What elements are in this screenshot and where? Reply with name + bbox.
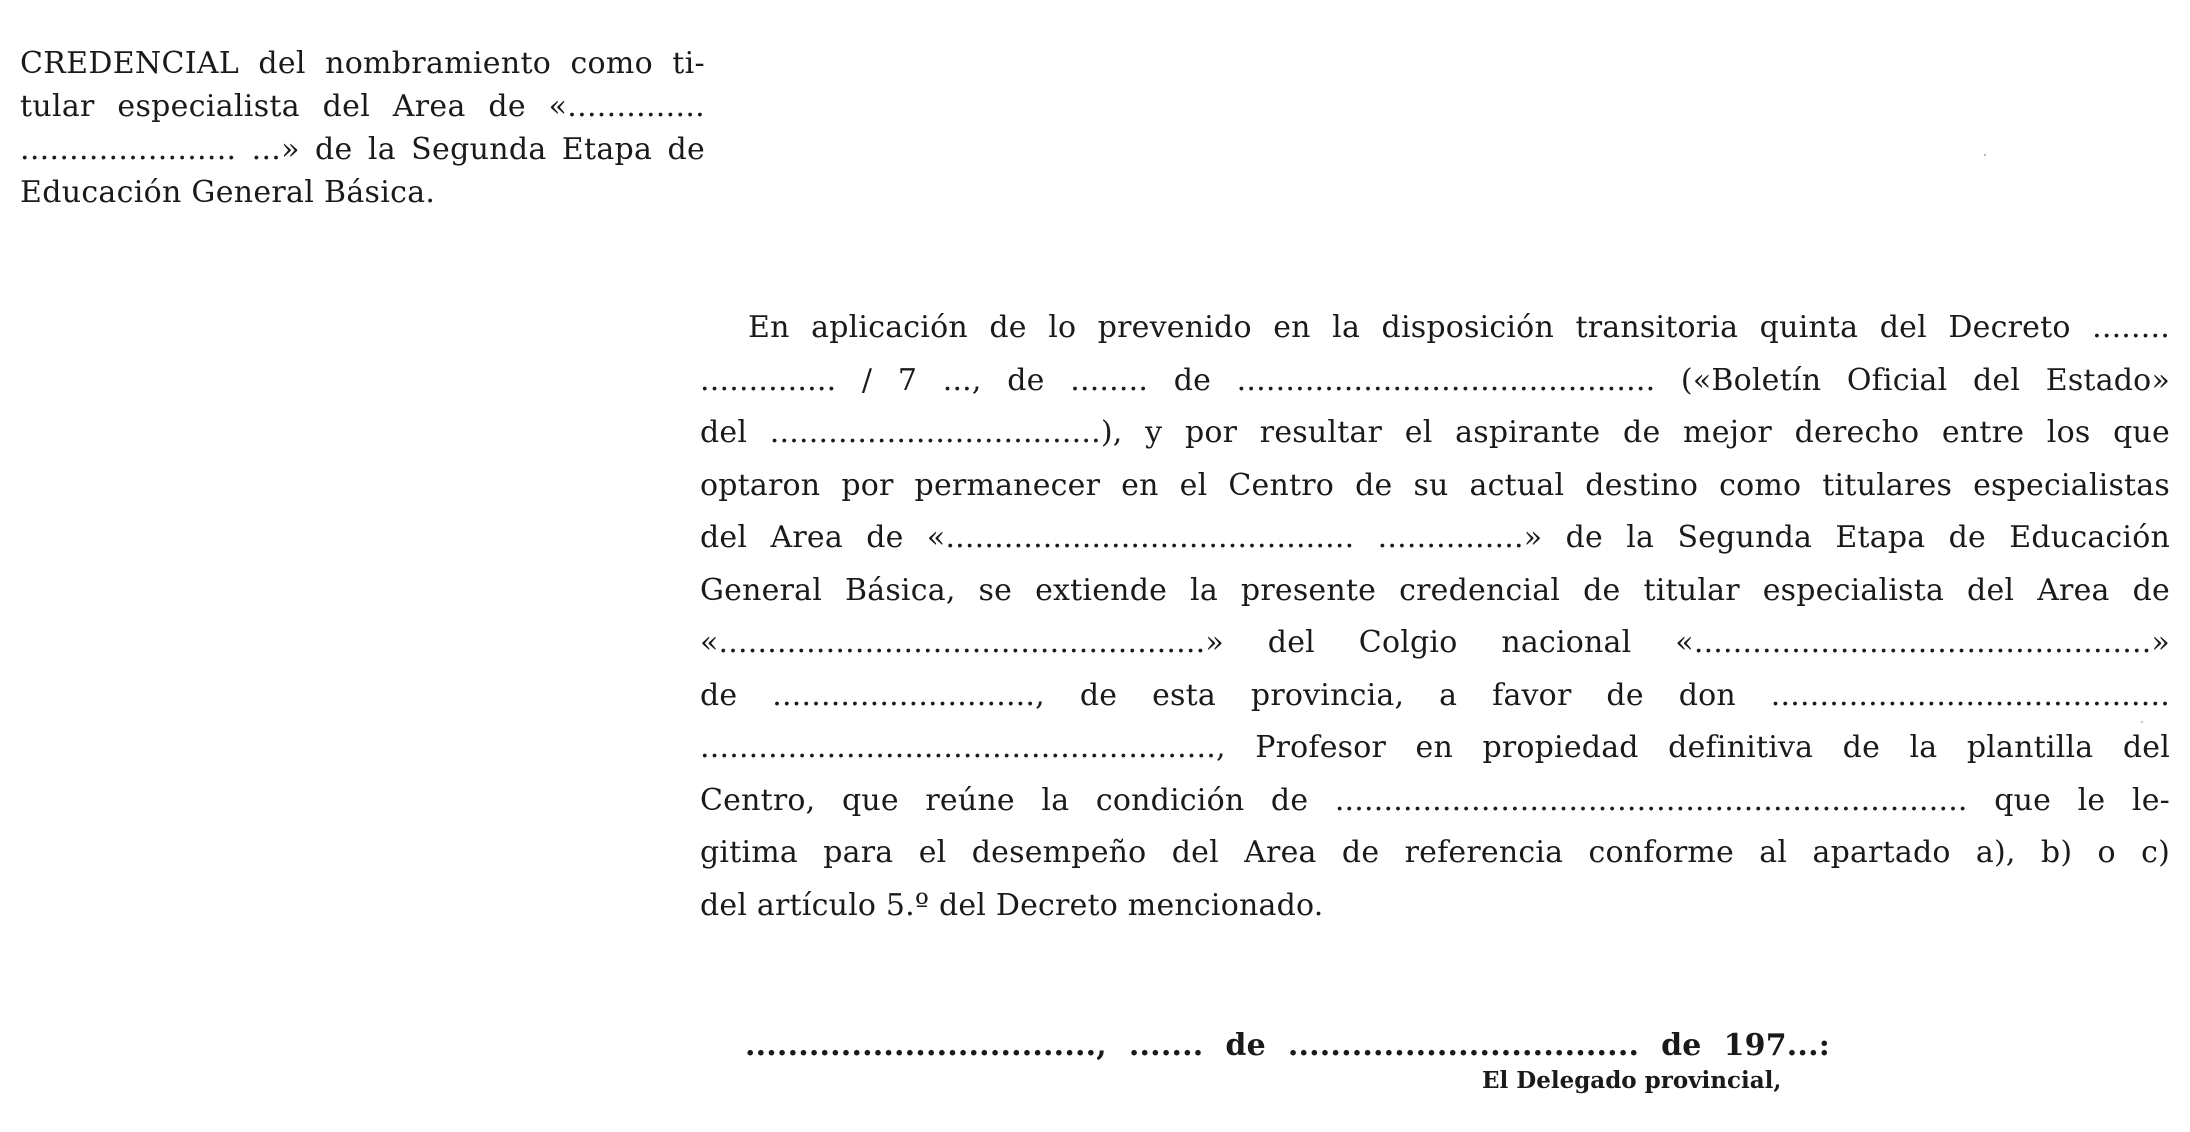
heading-line: ...................... ...» de la Segunda Etapa de: [20, 132, 705, 167]
body-line: ....................................................., Profesor en propiedad definitiva de la plantilla del: [700, 730, 2170, 765]
body-line: del artículo 5.º del Decreto mencionado.: [700, 887, 1324, 923]
scan-speck: [2141, 721, 2143, 723]
scan-speck: [1984, 154, 1986, 156]
body-line: optaron por permanecer en el Centro de su actual destino como titulares especialistas: [700, 467, 2170, 503]
signature-line: El Delegado provincial,: [1482, 1067, 1782, 1094]
body-line: del ..................................), y por resultar el aspirante de mejor derecho entre los que: [700, 415, 2170, 450]
body-line: «..................................................» del Colgio nacional «...............................................»: [700, 625, 2170, 660]
body-line: En aplicación de lo prevenido en la disposición transitoria quinta del Decreto ........: [748, 310, 2170, 345]
date-place-line: ................................., ....... de ................................. de 197...:: [745, 1028, 1830, 1063]
body-line: gitima para el desempeño del Area de referencia conforme al apartado a), b) o c): [700, 835, 2170, 870]
body-line: General Básica, se extiende la presente credencial de titular especialista del Area de: [700, 572, 2170, 608]
heading-line: Educación General Básica.: [20, 175, 436, 210]
body-line: Centro, que reúne la condición de ................................................................. que le le-: [700, 782, 2170, 818]
body-line: de ..........................., de esta provincia, a favor de don .........................................: [700, 677, 2170, 713]
body-line: del Area de «.......................................... ...............» de la Segunda Etapa de Educación: [700, 520, 2170, 555]
heading-line: tular especialista del Area de «..............: [20, 89, 705, 124]
body-line: .............. / 7 ..., de ........ de ........................................... («Boletín Oficial del Estado»: [700, 362, 2170, 398]
heading-line: CREDENCIAL del nombramiento como ti-: [20, 46, 705, 81]
